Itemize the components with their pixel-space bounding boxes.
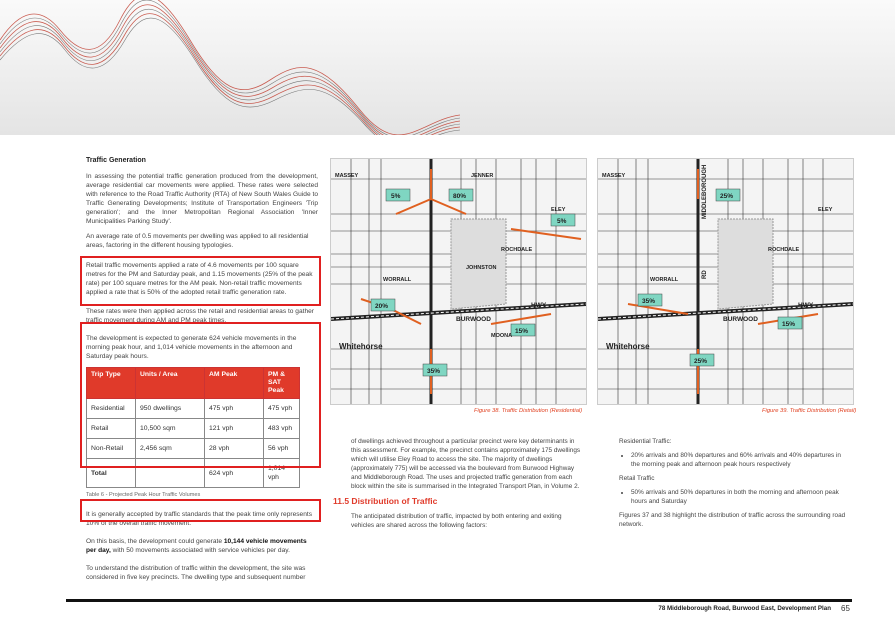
street-label: JENNER [471, 173, 494, 179]
street-label: MASSEY [335, 173, 359, 179]
table-cell: 2,456 sqm [136, 439, 205, 459]
street-label: BURWOOD [456, 316, 491, 323]
table-header: Trip Type [87, 368, 136, 399]
header-banner [0, 0, 895, 135]
daily-movements-paragraph [86, 537, 318, 555]
table-cell: 624 vph [205, 459, 264, 488]
badge-label: 25% [694, 358, 708, 365]
street-label: MASSEY [602, 173, 626, 179]
street-label: ELEY [551, 207, 566, 213]
street-label: ROCHDALE [501, 247, 533, 253]
street-label: ELEY [818, 207, 833, 213]
street-map-residential [331, 159, 586, 404]
street-label: HWY [531, 302, 547, 309]
paragraph: It is generally accepted by traffic standards that the peak time only represents 10% of the overall traffic movement. [86, 511, 313, 527]
table-header: Units / Area [136, 368, 205, 399]
text: with 50 movements associated with service vehicles per day. [110, 547, 290, 554]
table-cell: 475 vph [264, 399, 300, 419]
table-cell: 121 vph [205, 419, 264, 439]
retail-rate-paragraph: Retail traffic movements applied a rate of 4.6 movements per 100 square metres for the PM and Saturday peak, and 1.15 movements (25% of the peak rate) per 100 square metres for the AM peak. Non-retail traffic movements applied a rate that is 50% of the adopted retail traffic generation rate. [86, 262, 313, 296]
highlight-box-retail-rate [80, 256, 321, 306]
table-caption: Table 6 - Projected Peak Hour Traffic Volumes [86, 492, 201, 498]
badge-label: 35% [427, 368, 441, 375]
footer-title: 78 Middleborough Road, Burwood East, Development Plan [658, 605, 831, 612]
emphasis: 10,144 vehicle movements per day, [86, 538, 307, 554]
table-cell: 483 vph [264, 419, 300, 439]
badge-label: 25% [720, 193, 734, 200]
bullet-list [619, 451, 849, 469]
street-label: MOONA [491, 333, 513, 339]
street-label: Whitehorse [606, 342, 650, 351]
page-number: 65 [841, 604, 850, 613]
table-cell: 950 dwellings [136, 399, 205, 419]
badge-label: 80% [453, 193, 467, 200]
paragraph: Figures 37 and 38 highlight the distribution of traffic across the surrounding road network. [619, 512, 846, 528]
badge-label: 15% [782, 321, 796, 328]
paragraph: An average rate of 0.5 movements per dwelling was applied to all residential areas, factoring in the different housing typologies. [86, 233, 309, 249]
street-label: WORRALL [383, 277, 412, 283]
table-header: PM & SAT Peak [264, 368, 300, 399]
text: On this basis, the development could generate [86, 538, 224, 545]
footer-rule [66, 599, 852, 602]
paragraph: To understand the distribution of traffic within the development, the site was considered in five key precincts. The dwelling type and subsequent number [86, 565, 306, 581]
subheading: Residential Traffic: [619, 438, 672, 445]
bullet-list [619, 488, 849, 506]
subheading: Retail Traffic [619, 475, 655, 482]
street-label: WORRALL [650, 277, 679, 283]
highlight-box-daily [80, 499, 321, 522]
map-residential [330, 158, 587, 405]
paragraph: In assessing the potential traffic generation produced from the development, average residential car movements were applied. These rates were selected with reference to the Road Traffic Authority (RTA) of New South Wales Guide to Traffic Generating Developments; Institute of Transportation Engineers 'Trip generation'; and the Inner Metropolitan Regional Association 'Inner Municipalities Parking Study'. [86, 173, 318, 225]
middle-column [333, 437, 586, 536]
table-cell: Non-Retail [87, 439, 136, 459]
table-cell: 56 vph [264, 439, 300, 459]
badge-label: 20% [375, 303, 389, 310]
list-item: • 20% arrivals and 80% departures and 60% arrivals and 40% departures in the morning peak and afternoon peak hours respectively [631, 451, 849, 469]
street-label: RD [702, 270, 708, 279]
table-cell: 1,014 vph [264, 459, 300, 488]
street-label: Whitehorse [339, 342, 383, 351]
topographic-line-art [0, 0, 895, 135]
right-column [619, 437, 849, 534]
section-heading: 11.5 Distribution of Traffic [333, 496, 438, 506]
paragraph: These rates were then applied across the retail and residential areas to gather traffic movement during AM and PM peak times. [86, 308, 314, 324]
map-retail [597, 158, 854, 405]
badge-label: 35% [642, 298, 656, 305]
figure-caption-residential: Figure 38. Traffic Distribution (Residential) [474, 408, 583, 414]
street-label: ROCHDALE [768, 247, 800, 253]
table-cell: 475 vph [205, 399, 264, 419]
table-cell: 28 vph [205, 439, 264, 459]
traffic-generation-heading: Traffic Generation [86, 157, 146, 164]
vehicle-movements-paragraph: The development is expected to generate 624 vehicle movements in the morning peak hour, and 1,014 vehicle movements in the afternoon and Saturday peak hours. [86, 335, 297, 360]
table-cell: 10,500 sqm [136, 419, 205, 439]
street-label: BURWOOD [723, 316, 758, 323]
street-label: HWY [798, 302, 814, 309]
paragraph: The anticipated distribution of traffic, impacted by both entering and exiting vehicles are shared across the following factors: [351, 513, 562, 529]
street-map-retail [598, 159, 853, 404]
street-label: MIDDLEBOROUGH [702, 164, 708, 219]
table-cell: Retail [87, 419, 136, 439]
table-cell: Total [87, 459, 136, 488]
badge-label: 15% [515, 328, 529, 335]
street-label: JOHNSTON [466, 265, 497, 271]
table-cell: Residential [87, 399, 136, 419]
badge-label: 5% [557, 218, 567, 225]
paragraph: of dwellings achieved throughout a particular precinct were key determinants in this assessment. For example, the precinct contains approximately 175 dwellings which will utilise Eley Road to access the site. The majority of dwellings (approximately 775) will be accessed via the boulevard from Burwood Highway and Middleborough Road. The uses and projected traffic generation from each block within the site is summarised in the Integrated Transport Plan, in Volume 2. [351, 438, 581, 490]
badge-label: 5% [391, 193, 401, 200]
list-item: • 50% arrivals and 50% departures in both the morning and afternoon peak hours and Saturday [631, 488, 849, 506]
highlight-box-table [80, 322, 321, 468]
figure-caption-retail: Figure 39. Traffic Distribution (Retail) [762, 408, 857, 414]
table-header: AM Peak [205, 368, 264, 399]
